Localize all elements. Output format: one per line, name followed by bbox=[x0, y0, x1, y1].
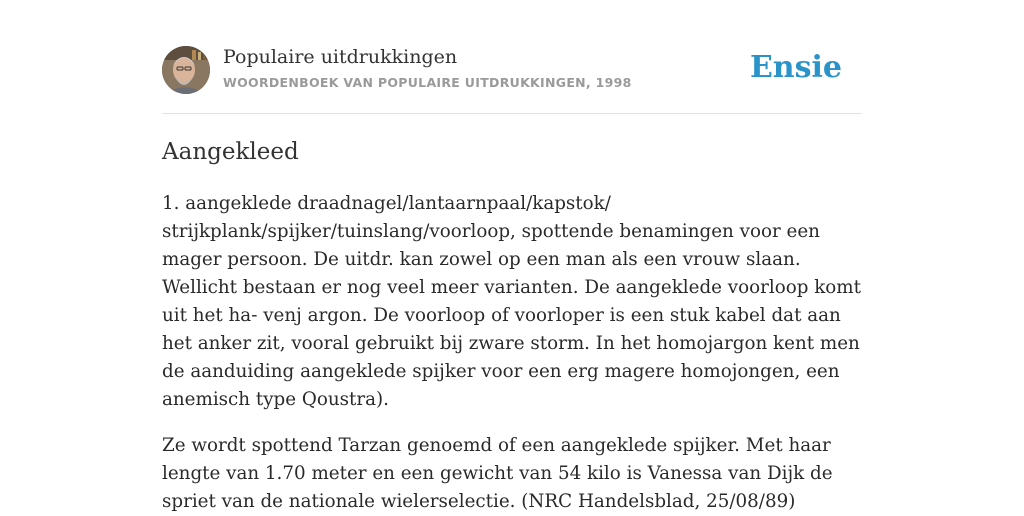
entry-card bbox=[162, 0, 862, 512]
entry-body bbox=[162, 190, 862, 516]
source-subtitle: WOORDENBOEK VAN POPULAIRE UITDRUKKINGEN, 1998 bbox=[223, 75, 632, 90]
author-avatar[interactable] bbox=[162, 46, 210, 94]
definition-paragraph: 1. aangeklede draadnagel/lantaarnpaal/kapstok/ strijkplank/spijker/tuinslang/voorloop, spottende benamingen voor een mager persoon. De uitdr. kan zowel op een man als een vrouw slaan. Wellicht bestaan er nog veel meer varianten. De aangeklede voorloop komt uit het ha- venj argon. De voorloop of voorloper is een stuk kabel dat aan het anker zit, vooral gebruikt bij zware storm. In het homojargon kent men de aanduiding aangeklede spijker voor een erg magere homojongen, een anemisch type Qoustra). bbox=[162, 193, 861, 410]
source-header bbox=[162, 0, 862, 114]
source-title[interactable]: Populaire uitdrukkingen bbox=[223, 46, 458, 68]
brand-logo[interactable]: Ensie bbox=[749, 50, 842, 85]
example-paragraph: Ze wordt spottend Tarzan genoemd of een aangeklede spijker. Met haar lengte van 1.70 meter en een gewicht van 54 kilo is Vanessa van Dijk de spriet van de nationale wielerselectie. (NRC Handelsblad, 25/08/89) bbox=[162, 435, 833, 512]
entry-title: Aangekleed bbox=[162, 139, 299, 165]
